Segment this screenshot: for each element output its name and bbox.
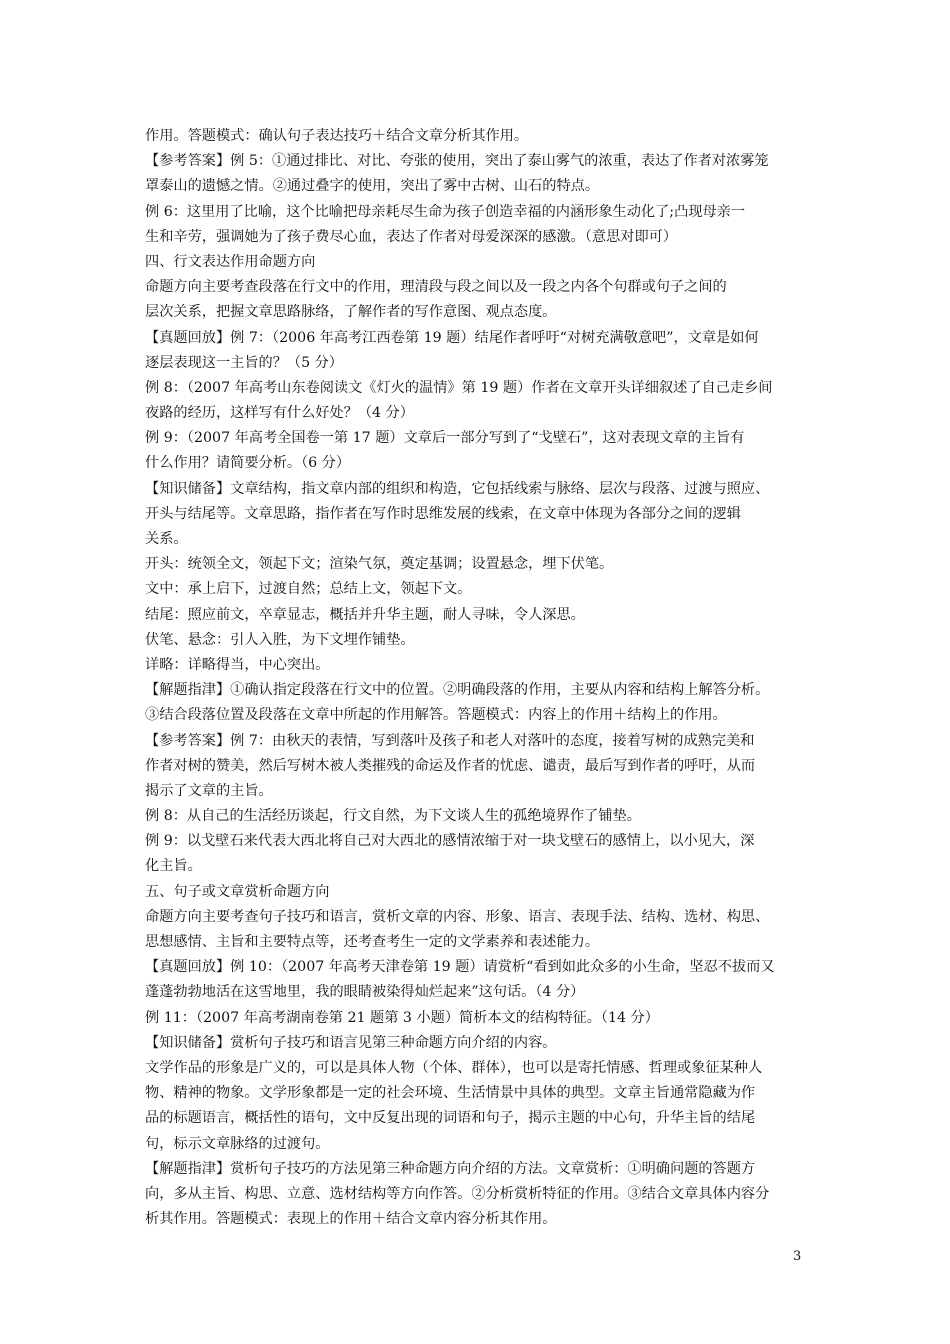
text-line: 关系。 <box>145 531 188 547</box>
text-line: 揭示了文章的主旨。 <box>145 782 273 799</box>
text-line: 例 8：从自己的生活经历谈起，行文自然，为下文谈人生的孤绝境界作了铺垫。 <box>145 808 641 825</box>
text-line: 句，标示文章脉络的过渡句。 <box>145 1135 330 1152</box>
text-line: 【参考答案】例 7：由秋天的表情，写到落叶及孩子和老人对落叶的态度，接着写树的成熟完美和 <box>145 732 755 749</box>
section-heading: 四、行文表达作用命题方向 <box>145 253 316 270</box>
text-line: 生和辛劳，强调她为了孩子费尽心血，表达了作者对母爱深深的感激。（意思对即可） <box>145 228 678 245</box>
text-line: 【解题指津】赏析句子技巧的方法见第三种命题方向介绍的方法。文章赏析：①明确问题的答题方 <box>145 1160 756 1177</box>
text-line: 物、精神的物象。文学形象都是一定的社会环境、生活情景中具体的典型。文章主旨通常隐藏为作 <box>145 1085 756 1102</box>
text-line: 结尾：照应前文，卒章显志，概括并升华主题，耐人寻味，令人深思。 <box>145 606 585 623</box>
text-line: 作用。答题模式：确认句子表达技巧＋结合文章分析其作用。 <box>145 128 529 144</box>
text-line: 【知识储备】赏析句子技巧和语言见第三种命题方向介绍的内容。 <box>145 1034 557 1051</box>
text-line: ③结合段落位置及段落在文章中所起的作用解答。答题模式：内容上的作用＋结构上的作用。 <box>145 707 727 724</box>
text-line: 层次关系，把握文章思路脉络，了解作者的写作意图、观点态度。 <box>145 304 557 321</box>
text-line: 【真题回放】例 10：（2007 年高考天津卷第 19 题）请赏析“看到如此众多的小生命，坚忍不拔而又 <box>145 959 775 976</box>
text-line: 品的标题语言，概括性的语句，文中反复出现的词语和句子，揭示主题的中心句，升华主旨的结尾 <box>145 1110 756 1127</box>
text-line: 文学作品的形象是广义的，可以是具体人物（个体、群体），也可以是寄托情感、哲理或象征某种人 <box>145 1059 763 1076</box>
text-line: 化主旨。 <box>145 858 202 875</box>
text-line: 伏笔、悬念：引人入胜，为下文埋作铺垫。 <box>145 631 415 648</box>
text-line: 命题方向主要考查句子技巧和语言，赏析文章的内容、形象、语言、表现手法、结构、选材、构思、 <box>145 908 770 925</box>
text-line: 罩泰山的遗憾之情。②通过叠字的使用，突出了雾中古树、山石的特点。 <box>145 178 600 195</box>
text-line: 例 6：这里用了比喻，这个比喻把母亲耗尽生命为孩子创造幸福的内涵形象生动化了;凸现母亲一 <box>145 203 746 220</box>
text-line: 开头与结尾等。文章思路，指作者在写作时思维发展的线索，在文章中体现为各部分之间的逻辑 <box>145 505 741 522</box>
section-heading: 五、句子或文章赏析命题方向 <box>145 883 330 900</box>
text-line: 命题方向主要考查段落在行文中的作用，理清段与段之间以及一段之内各个句群或句子之间的 <box>145 279 727 296</box>
text-line: 【参考答案】例 5：①通过排比、对比、夸张的使用，突出了泰山雾气的浓重，表达了作者对浓雾笼 <box>145 153 769 170</box>
text-line: 作者对树的赞美，然后写树木被人类摧残的命运及作者的忧虑、谴责，最后写到作者的呼吁，从而 <box>145 757 756 774</box>
text-line: 【解题指津】①确认指定段落在行文中的位置。②明确段落的作用，主要从内容和结构上解答分析。 <box>145 682 770 699</box>
text-line: 蓬蓬勃勃地活在这雪地里，我的眼睛被染得灿烂起来”这句话。（4 分） <box>145 984 585 1001</box>
text-line: 夜路的经历，这样写有什么好处？（4 分） <box>145 405 414 422</box>
text-line: 什么作用？请简要分析。（6 分） <box>145 455 351 472</box>
text-line: 逐层表现这一主旨的？（5 分） <box>145 354 343 371</box>
page-number: 3 <box>793 1249 802 1264</box>
text-line: 文中：承上启下，过渡自然；总结上文，领起下文。 <box>145 581 472 598</box>
text-line: 【真题回放】例 7：（2006 年高考江西卷第 19 题）结尾作者呼吁“对树充满敬意吧”，文章是如何 <box>145 329 759 346</box>
text-line: 向，多从主旨、构思、立意、选材结构等方向作答。②分析赏析特征的作用。③结合文章具体内容分 <box>145 1185 770 1202</box>
text-line: 【知识储备】文章结构，指文章内部的组织和构造，它包括线索与脉络、层次与段落、过渡与照应、 <box>145 480 770 497</box>
text-line: 例 9：以戈壁石来代表大西北将自己对大西北的感情浓缩于对一块戈壁石的感情上，以小见大，深 <box>145 833 755 850</box>
text-line: 开头：统领全文，领起下文；渲染气氛，奠定基调；设置悬念，埋下伏笔。 <box>145 556 614 573</box>
text-line: 思想感情、主旨和主要特点等，还考查考生一定的文学素养和表述能力。 <box>145 934 600 950</box>
body-text <box>145 124 815 1232</box>
text-line: 例 8：（2007 年高考山东卷阅读文《灯火的温情》第 19 题）作者在文章开头详细叙述了自己走乡间 <box>145 379 773 396</box>
text-line: 例 11：（2007 年高考湖南卷第 21 题第 3 小题）简析本文的结构特征。（14 分） <box>145 1009 659 1026</box>
text-line: 析其作用。答题模式：表现上的作用＋结合文章内容分析其作用。 <box>145 1211 557 1228</box>
text-line: 详略：详略得当，中心突出。 <box>145 656 330 673</box>
text-line: 例 9：（2007 年高考全国卷一第 17 题）文章后一部分写到了“戈壁石”，这对表现文章的主旨有 <box>145 430 745 447</box>
